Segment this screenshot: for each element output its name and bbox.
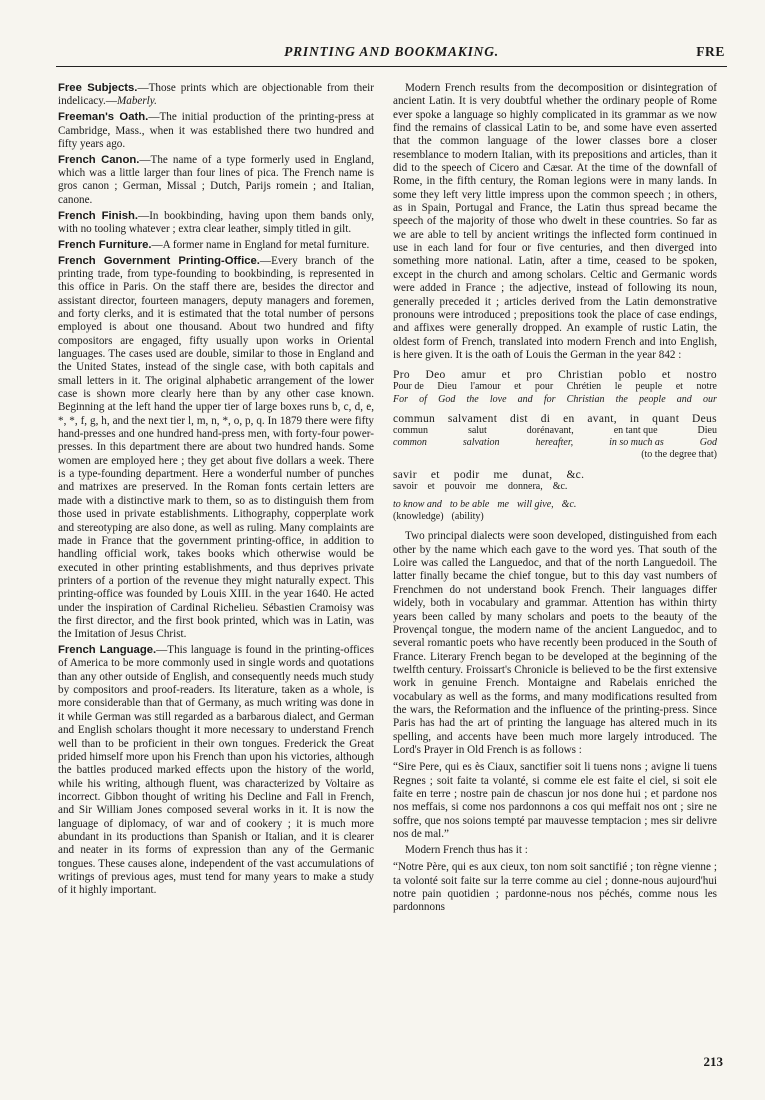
entry-text: —Those prints which are objectionable from their indelicacy.— [58,82,374,108]
entry-french-government-printing-office [58,255,374,642]
oath-french-row: savoir et pouvoir me donnera, &c. [393,480,568,492]
modern-french-prayer: “Notre Père, qui es aux cieux, ton nom soit sanctifié ; ton règne vienne ; ta volonté soit faite sur la terre comme au ciel ; donne-nous aujourd'hui notre pain quotidien ; pardonne-nous nos péchés, comme nous les pardonnons [393,861,717,914]
entry-attribution: Maberly. [116,95,157,108]
oath-block-2 [393,413,717,462]
entry-free-subjects [58,82,374,109]
oath-english-row: For of God the love and for Christian the people and our [393,393,717,405]
entry-french-furniture [58,239,374,252]
page-number: 213 [703,1054,723,1069]
oath-english-row: to know and to be able me will give, &c. [393,499,577,511]
oath-gloss-row: (to the degree that) [641,449,717,461]
entry-text: —Every branch of the printing trade, from type-founding to bookbinding, is represented in this office in Paris. On the staff there are, besides the director and assistant director, fourteen managers, deputy managers and foremen, and forty clerks, and it is estimated that the total number of persons employed is about one thousand. About two hundred and fifty compositors are engaged, fifty usually upon works in Oriental languages. The cases used are double, similar to those in England and the United States, instead of the single case, with both capitals and small letters in it. The original alphabetic arrangement of the lower case is shown more clearly here than by any other case known. Beginning at the left hand the upper tier of large boxes runs b, c, d, e, *, *, f, g, h, and the next tier l, m, n, *, o, p, q. In 1879 there were fifty hand-presses and one hundred hand-press men, with forty-four power-presses. In this department there are about two hundred hands. Some women are employed here ; they get about five dollars a week. There is a type-founding department. Here a wonderful number of punches and matrixes are preserved. In the Roman fonts certain letters are made with a distinctive mark to them, so as to distinguish them from those used in private establishments. Lithography, copperplate work and stereotyping are also done, as well as ruling. Many complaints are made in France that the government printing-office, in addition to handling official work, takes books which otherwise would be executed in other printing establishments, and thus deprives private printers of a portion of the revenue they might naturally expect. This printing-office was founded by Louis XIII. in the year 1640. He acted under the inspiration of Cardinal Richelieu. Sébastien Cramoisy was the first director, and the first book printed, which was in Latin, was the Imitation of Jesus Christ. [58,254,374,641]
oath-english-row: common salvation hereafter, in so much as God [393,437,717,449]
entry-text: —In bookbinding, having upon them bands only, with no tooling whatever ; extra clear leather, simply titled in gilt. [58,209,375,235]
right-column [393,82,717,917]
guide-word: FRE [696,44,725,59]
entry-freemans-oath [58,111,374,151]
oath-latin-row: commun salvament dist di en avant, in quant Deus [393,412,717,425]
entry-term: French Furniture. [58,238,152,251]
entry-text: —The initial production of the printing-press at Cambridge, Mass., when it was established there two hundred and fifty years ago. [58,111,374,150]
paragraph-latin-origins: Modern French results from the decomposition or disintegration of ancient Latin. It is very doubtful whether the ordinary people of Rome ever spoke a language so highly complicated in its grammar as we now find the remains of classical Latin to be, and some have even asserted that the common language of the lower classes bore a closer resemblance to modern Italian, with its prepositions and articles, than it did to the speech of Cicero and Cæsar. At the time of the downfall of Rome, in the fifth century, the Roman legions were in many lands. In some they left very little impress upon the common speech ; in others, as in Spain, Portugal and France, the Latin thus spread became the speech of the majority of those who dwelt in these countries. So far as we are able to tell by ancient writings the inflected form continued in use in each land for four or five centuries, and then diverged into something more national. Latin, after a time, ceased to be spoken, except in the church and among scholars. Celtic and Germanic words were added in France ; the adjective, instead of following its noun, generally preceded it ; articles derived from the Latin demonstrative pronouns were introduced ; prepositions took the place of case endings, and affixes were generally dropped. An example of rustic Latin, the oldest form of French, translated into modern French and into English, is here given. It is the oath of Louis the German in the year 842 : [393,82,717,361]
oath-latin-row: Pro Deo amur et pro Christian poblo et nostro [393,369,717,382]
entry-text: —A former name in England for metal furniture. [151,238,370,251]
oath-block-1 [393,369,717,406]
oath-latin-row: savir et podir me dunat, &c. [393,468,585,481]
entry-term: Freeman's Oath. [58,111,149,124]
entry-text: —This language is found in the printing-offices of America to be more commonly used in single words and quotations than any other outside of English, and consequently needs much study by compositors and proof-readers. Its literature, taken as a whole, is more considerable than that of Germany, as much writing was done in it while German was still regarded as a barbarous dialect, and German and English scholars thought it more necessary to understand French well than to be proficient in their own tongues. Frederick the Great prided himself more upon his French than upon his victories, although the battles produced marked effects upon the history of the world, while his writing, although fluent, was characterized by Voltaire as incorrect. Gibbon thought of writing his Decline and Fall in French, and Sir William Jones composed several works in it. It is now the language of diplomacy, of war and of cookery ; it is much more abundant in its productions than Spanish or Italian, and it is clearer and neater in its forms of expression than any of the Germanic tongues. These causes alone, independent of the vast accumulations of writings of previous ages, must tend for many years to make a study of it highly important. [58,644,374,897]
old-french-prayer: “Sire Pere, qui es ès Ciaux, sanctifier soit li tuens nons ; avigne li tuens Regnes ; soit faite ta volanté, si comme ele est faite el ciel, si soit ele faite en terre ; nostre pain de chascun jor nos done hui ; et pardone nos nos meffais, si come nos pardonnons a cos qui meffait nos ont ; sire ne soffre, que nos soions tempté par mauvesse temptacion ; mes sir delivre nos de mal.” [393,761,717,841]
entry-text: —The name of a type formerly used in England, which was a little larger than four lines of pica. The French name is gros canon ; German, Missal ; Dutch, Parijs romein ; and Italian, canone. [58,153,374,206]
entry-term: French Canon. [58,153,140,166]
entry-french-canon [58,154,374,207]
page-title: PRINTING AND BOOKMAKING. [284,44,499,59]
oath-block-3 [393,469,717,524]
modern-french-intro: Modern French thus has it : [405,843,528,856]
entry-term: Free Subjects. [58,82,138,94]
entry-term: French Government Printing-Office. [58,254,260,267]
entry-term: French Finish. [58,209,139,222]
entry-french-language [58,644,374,898]
entry-term: French Language. [58,644,157,657]
oath-of-louis-interlinear [393,369,717,523]
entry-french-finish [58,210,374,237]
oath-gloss-row: (knowledge) (ability) [393,511,484,523]
oath-french-row: Pour de Dieu l'amour et pour Chrétien le peuple et notre [393,381,717,393]
paragraph-dialects: Two principal dialects were soon developed, distinguished from each other by the name which each gave to the word yes. That south of the Loire was called the Languedoc, and that of the north Languedoil. The latter finally became the chief tongue, but to this day vast numbers of Frenchmen do not understand book French. Their languages differ widely, both in vocabulary and grammar. Attention has within thirty years been called by many scholars and poets to the beauty of the Provençal tongue, the modern name of the ancient Languedoc, and to several romantic poets who have recently been produced in the South of France. Literary French began to be developed at the beginning of the twelfth century. Froissart's Chronicle is believed to be the first extensive work in genuine French. Montaigne and Rabelais enriched the vocabulary as well as the forms, and many modifications resulted from the wars, the Reformation and the influence of the printing-press. Since Paris has had the art of printing the language has altered much in its spelling, and accents have been much more largely introduced. The Lord's Prayer in Old French is as follows : [393,530,717,756]
left-column [58,82,374,900]
oath-french-row: commun salut dorénavant, en tant que Dieu [393,425,717,437]
running-head [56,44,727,67]
